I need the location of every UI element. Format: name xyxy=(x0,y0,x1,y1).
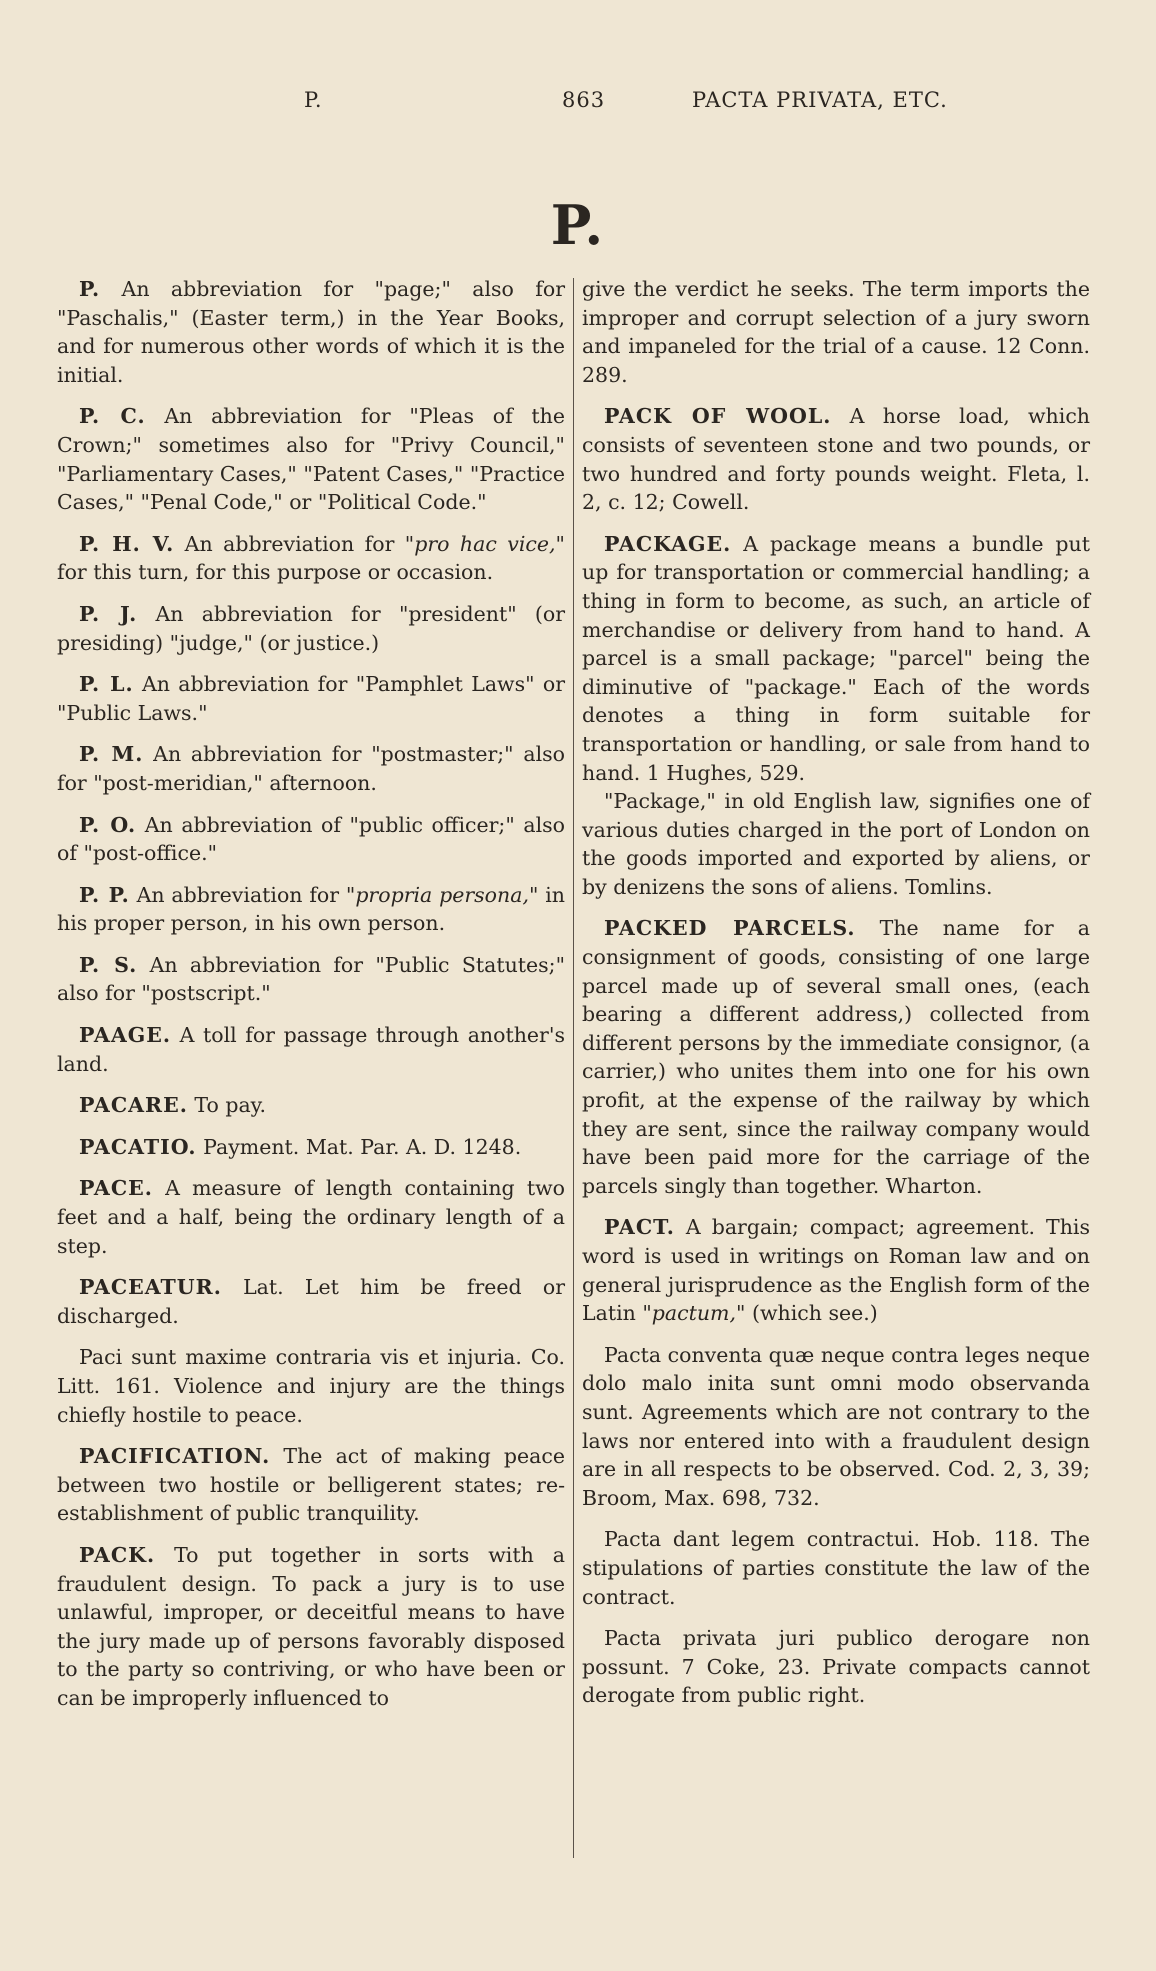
entry-text: Paci sunt maxime contraria vis et injuria. Co. Litt. 161. Violence and injury are the things chiefly hostile to peace. xyxy=(57,1345,565,1427)
dictionary-entry xyxy=(57,1541,565,1713)
entry-text: An abbreviation for "Pleas of the Crown;" sometimes also for "Privy Council," "Parliamentary Cases," "Patent Cases," "Practice Cases," "Penal Code," or "Political Code." xyxy=(57,404,565,515)
entry-text: A horse load, which consists of seventeen stone and two pounds, or two hundred and forty pounds weight. Fleta, l. 2, c. 12; Cowell. xyxy=(582,404,1090,515)
entry-headword: PACK. xyxy=(79,1542,156,1567)
entry-text-continued: " for this turn, for this purpose or occasion. xyxy=(57,531,565,585)
dictionary-entry xyxy=(57,1133,565,1162)
entry-headword: P. P. xyxy=(79,882,130,907)
entry-text: To pay. xyxy=(187,1093,267,1118)
dictionary-entry xyxy=(57,530,565,587)
dictionary-entry xyxy=(57,951,565,1008)
dictionary-entry xyxy=(57,1442,565,1528)
entry-headword: PACE. xyxy=(79,1176,153,1201)
entry-text: "Package," in old English law, signifies one of various duties charged in the port of London on the goods imported and exported by aliens, or by denizens the sons of aliens. Tomlins. xyxy=(582,789,1090,899)
entry-text: Pacta dant legem contractui. Hob. 118. The stipulations of parties constitute the law of the contract. xyxy=(582,1527,1090,1609)
entry-headword: P. O. xyxy=(79,812,137,837)
entry-text: An abbreviation of "public officer;" also of "post-office." xyxy=(57,812,565,866)
entry-headword: P. S. xyxy=(79,952,138,977)
dictionary-entry xyxy=(582,1525,1090,1611)
entry-text: A package means a bundle put up for transportation or commercial handling; a thing in form to become, as such, an article of merchandise or delivery from hand to hand. A parcel is a small package; "parcel" being the diminutive of "package." Each of the words denotes a thing in form suitable for transportation or handling, or sale from hand to hand. 1 Hughes, 529. xyxy=(582,531,1090,785)
entry-italic-term: pro hac vice, xyxy=(414,531,556,556)
entry-headword: PACKAGE. xyxy=(604,531,732,556)
entry-headword: PACEATUR. xyxy=(79,1275,222,1300)
column-rule xyxy=(573,278,574,1858)
entry-headword: P. M. xyxy=(79,742,144,767)
entry-text: The act of making peace between two hostile or belligerent states; re-establishment of public tranquility. xyxy=(57,1444,565,1526)
entry-headword: PACKED PARCELS. xyxy=(604,916,856,941)
dictionary-entry xyxy=(582,275,1090,389)
header-guide-words: PACTA PRIVATA, ETC. xyxy=(692,88,948,112)
header-letter: P. xyxy=(304,88,323,112)
dictionary-entry xyxy=(57,1091,565,1120)
entry-text: An abbreviation for "president" (or presiding) "judge," (or justice.) xyxy=(57,601,565,655)
running-head xyxy=(0,88,1156,124)
entry-headword: PACATIO. xyxy=(79,1134,197,1159)
dictionary-entry xyxy=(57,1174,565,1260)
dictionary-entry xyxy=(582,402,1090,516)
dictionary-entry xyxy=(57,275,565,389)
page-number: 863 xyxy=(562,88,606,112)
entry-text-continued: " in his proper person, in his own person. xyxy=(57,882,565,936)
entry-text: Lat. Let him be freed or discharged. xyxy=(57,1275,565,1328)
entry-headword: PAAGE. xyxy=(79,1023,172,1048)
entry-text: An abbreviation for "Public Statutes;" also for "postscript." xyxy=(57,952,565,1006)
entry-headword: PACIFICATION. xyxy=(79,1444,271,1469)
entry-text: Pacta privata juri publico derogare non possunt. 7 Coke, 23. Private compacts cannot derogate from public right. xyxy=(582,1626,1090,1708)
entry-text: A toll for passage through another's land. xyxy=(57,1023,565,1076)
dictionary-entry xyxy=(57,670,565,727)
dictionary-entry xyxy=(582,1213,1090,1327)
dictionary-entry xyxy=(57,881,565,938)
section-letter: P. xyxy=(550,193,606,257)
entry-text: An abbreviation for "page;" also for "Paschalis," (Easter term,) in the Year Books, and for numerous other words of which it is the initial. xyxy=(57,277,565,387)
entry-headword: PACT. xyxy=(604,1215,675,1240)
right-column xyxy=(582,275,1090,1723)
entry-headword: PACK OF WOOL. xyxy=(604,404,832,429)
dictionary-entry xyxy=(57,1273,565,1330)
entry-headword: P. L. xyxy=(79,672,134,697)
dictionary-entry xyxy=(582,530,1090,787)
entry-text: An abbreviation for "postmaster;" also for "post-meridian," afternoon. xyxy=(57,742,565,795)
dictionary-entry xyxy=(582,914,1090,1200)
dictionary-entry xyxy=(57,1343,565,1429)
dictionary-entry xyxy=(57,811,565,868)
entry-text: An abbreviation for " xyxy=(129,882,356,907)
entry-text: Pacta conventa quæ neque contra leges neque dolo malo inita sunt omni modo observanda sunt. Agreements which are not contrary to the laws nor entered into with a fraudulent design are in all respects to be observed. Cod. 2, 3, 39; Broom, Max. 698, 732. xyxy=(582,1342,1090,1510)
dictionary-entry xyxy=(582,1624,1090,1710)
entry-italic-term: pactum, xyxy=(651,1301,737,1326)
left-column xyxy=(57,275,565,1726)
entry-text: Payment. Mat. Par. A. D. 1248. xyxy=(196,1134,522,1159)
entry-headword: P. H. V. xyxy=(79,531,175,556)
entry-headword: P. C. xyxy=(79,404,146,429)
entry-headword: P. xyxy=(79,277,101,301)
entry-text: An abbreviation for " xyxy=(174,531,415,556)
entry-text: give the verdict he seeks. The term imports the improper and corrupt selection of a jury sworn and impaneled for the trial of a cause. 12 Conn. 289. xyxy=(582,277,1090,387)
dictionary-entry xyxy=(57,740,565,797)
dictionary-entry xyxy=(582,1341,1090,1513)
entry-text: A bargain; compact; agreement. This word is used in writings on Roman law and on general jurisprudence as the English form of the Latin " xyxy=(582,1215,1090,1326)
entry-headword: P. J. xyxy=(79,601,138,626)
dictionary-entry xyxy=(582,787,1090,901)
entry-text: A measure of length containing two feet and a half, being the ordinary length of a step. xyxy=(57,1176,565,1258)
dictionary-entry xyxy=(57,402,565,516)
entry-headword: PACARE. xyxy=(79,1093,188,1118)
entry-text: The name for a consignment of goods, consisting of one large parcel made up of several small ones, (each bearing a different address,) collected from different persons by the immediate consignor, (a carrier,) who unites them into one for his own profit, at the expense of the railway by which they are sent, since the railway company would have been paid more for the carriage of the parcels singly than together. Wharton. xyxy=(582,916,1090,1198)
entry-text: An abbreviation for "Pamphlet Laws" or "Public Laws." xyxy=(57,672,565,725)
entry-text: To put together in sorts with a fraudulent design. To pack a jury is to use unlawful, improper, or deceitful means to have the jury made up of persons favorably disposed to the party so contriving, or who have been or can be improperly influenced to xyxy=(57,1542,565,1710)
entry-text-continued: " (which see.) xyxy=(736,1301,878,1326)
dictionary-entry xyxy=(57,600,565,657)
dictionary-entry xyxy=(57,1021,565,1078)
entry-italic-term: propria persona, xyxy=(355,882,529,907)
